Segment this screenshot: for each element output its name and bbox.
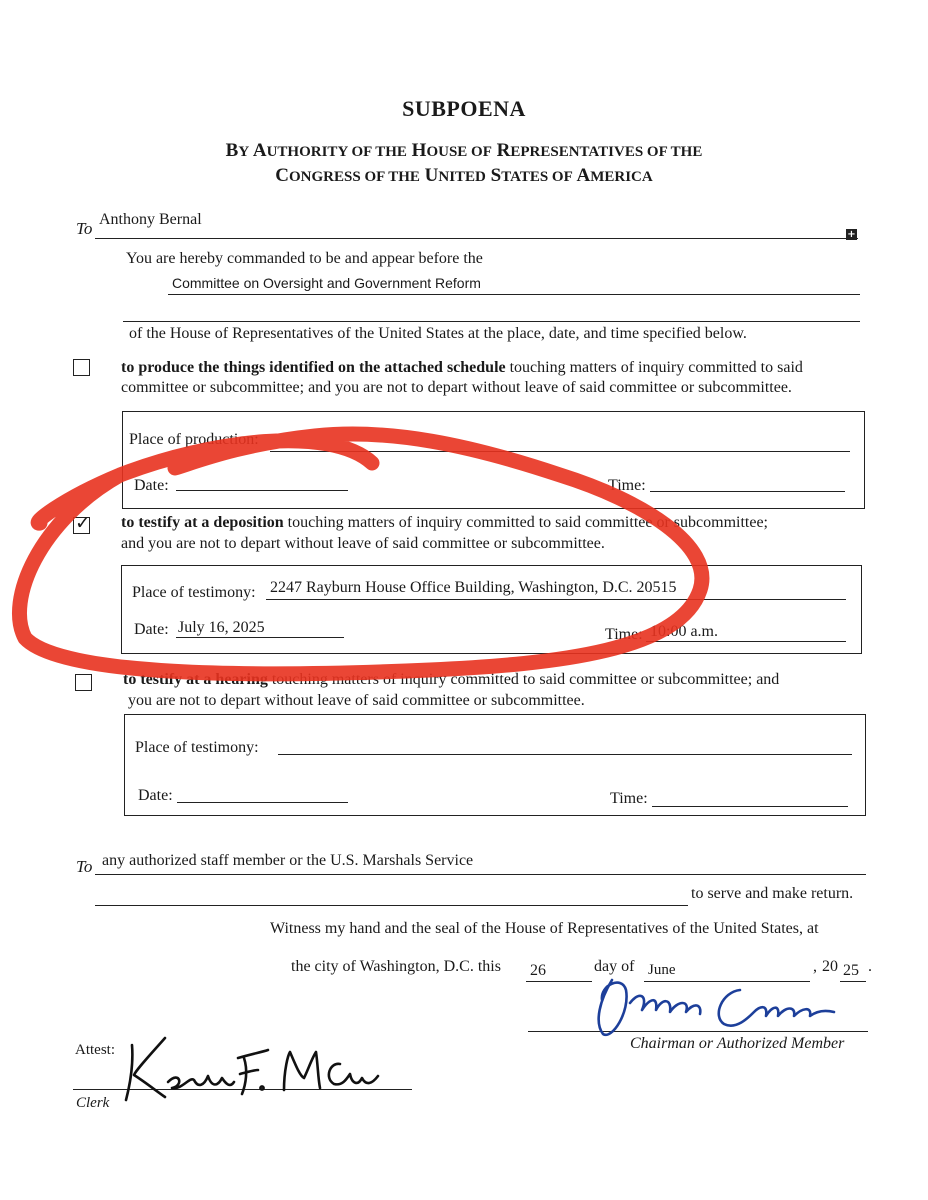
witness-month-value: June (648, 962, 676, 978)
clerk-signature-ink (126, 1038, 378, 1100)
service-to-value: any authorized staff member or the U.S. Marshals Service (102, 852, 474, 869)
deposition-time-value: 10:00 a.m. (650, 623, 718, 640)
witness-year-value: 25 (843, 962, 859, 979)
chairman-label: Chairman or Authorized Member (630, 1035, 845, 1052)
witness-period: . (868, 958, 872, 975)
deposition-date-value: July 16, 2025 (178, 619, 265, 636)
plus-icon: + (847, 229, 856, 240)
deposition-place-label: Place of testimony: (132, 584, 256, 601)
document-title: SUBPOENA (402, 96, 526, 121)
of-house-text: of the House of Representatives of the United States at the place, date, and time specified below. (129, 325, 747, 342)
produce-text-line2: committee or subcommittee; and you are not to depart without leave of said committee or subcommittee. (121, 379, 792, 396)
deposition-text-line2: and you are not to depart without leave of said committee or subcommittee. (121, 535, 605, 552)
deposition-text: to testify at a deposition touching matters of inquiry committed to said committee or subcommittee; (121, 514, 768, 531)
authority-line-1: BY AUTHORITY OF THE HOUSE OF REPRESENTATIVES OF THE (225, 140, 703, 161)
production-time-label: Time: (608, 477, 646, 494)
serve-text: to serve and make return. (691, 885, 854, 902)
witness-year-prefix: 20 (822, 958, 838, 975)
deposition-time-label: Time: (605, 626, 643, 643)
production-date-label: Date: (134, 477, 169, 494)
to-label: To (76, 219, 93, 238)
witness-day-value: 26 (530, 962, 546, 979)
authority-line-2: CONGRESS OF THE UNITED STATES OF AMERICA (275, 165, 653, 186)
service-to-label: To (76, 857, 93, 876)
deposition-place-value: 2247 Rayburn House Office Building, Washington, D.C. 20515 (270, 579, 677, 596)
hearing-date-label: Date: (138, 787, 173, 804)
witness-comma: , (813, 958, 817, 975)
attest-label: Attest: (75, 1042, 115, 1058)
deposition-date-label: Date: (134, 621, 169, 638)
hearing-place-label: Place of testimony: (135, 739, 259, 756)
committee-name: Committee on Oversight and Government Reform (172, 275, 481, 291)
hearing-time-label: Time: (610, 790, 648, 807)
hearing-text-line2: you are not to depart without leave of said committee or subcommittee. (128, 692, 585, 709)
clerk-label: Clerk (76, 1095, 110, 1111)
produce-text: to produce the things identified on the attached schedule touching matters of inquiry committed to said (121, 359, 803, 376)
recipient-name: Anthony Bernal (99, 211, 202, 228)
witness-day-of: day of (594, 958, 635, 975)
checkmark-icon: ✓ (75, 512, 91, 534)
production-place-label: Place of production: (129, 431, 259, 448)
witness-city-text: the city of Washington, D.C. this (291, 958, 501, 975)
witness-text: Witness my hand and the seal of the House of Representatives of the United States, at (270, 920, 819, 937)
hearing-text: to testify at a hearing touching matters of inquiry committed to said committee or subcommittee; and (123, 671, 780, 688)
command-text: You are hereby commanded to be and appear before the (126, 250, 483, 267)
